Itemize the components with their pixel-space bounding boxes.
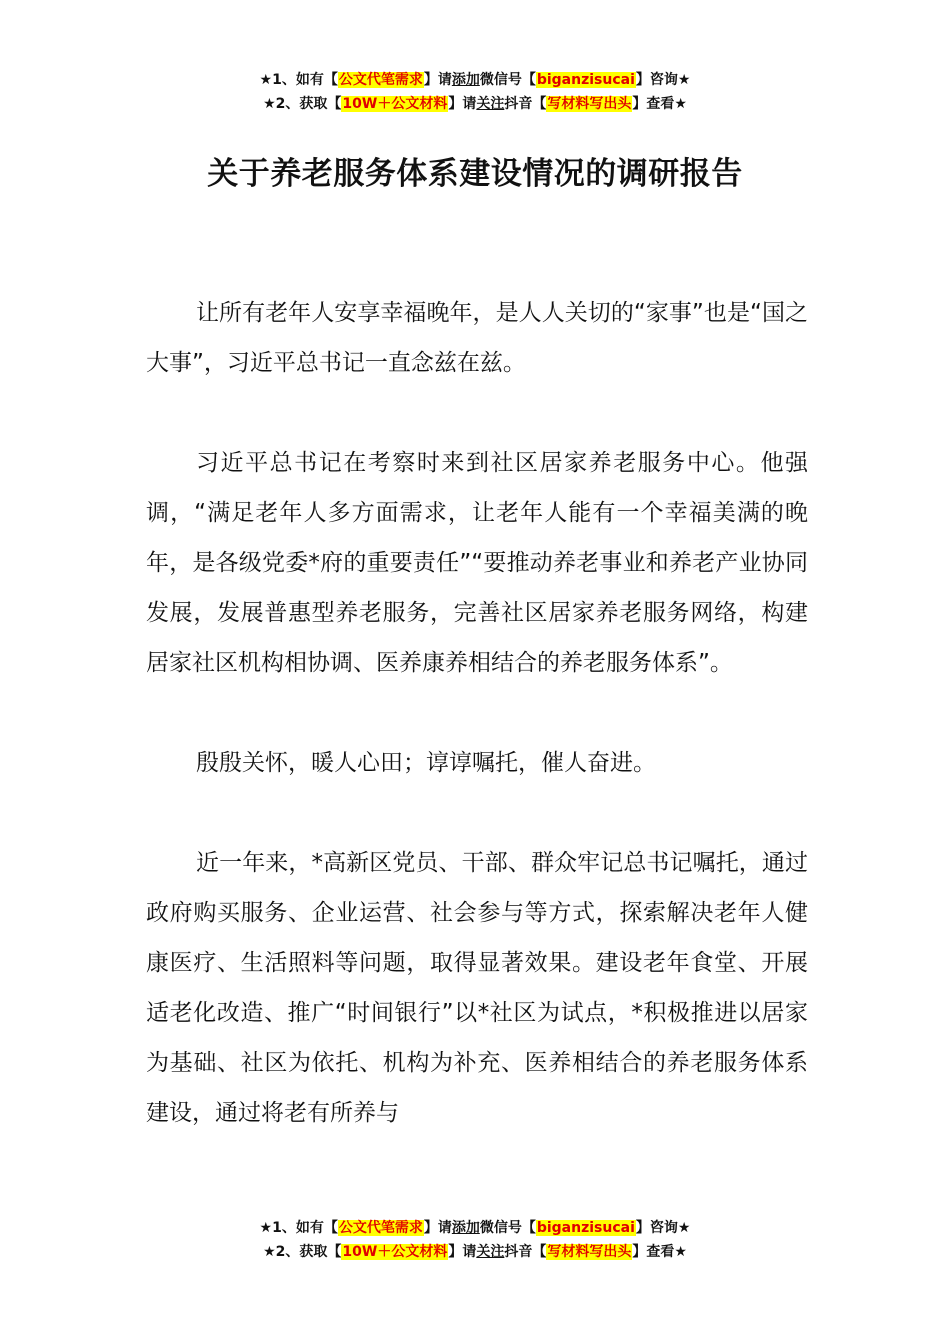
promo-text: 抖音【: [504, 96, 547, 112]
promo-text: ★1、如有【: [259, 1220, 338, 1236]
promo-text: 】查看★: [632, 96, 687, 112]
promo-underline: 添加: [451, 72, 480, 88]
document-title: 关于养老服务体系建设情况的调研报告: [207, 156, 743, 192]
promo-text: 】请: [423, 1220, 452, 1236]
document-body: [146, 288, 808, 1188]
promo-underline: 添加: [451, 1220, 480, 1236]
promo-underline: 关注: [476, 1244, 505, 1260]
promo-footer-bottom: [0, 1216, 950, 1264]
promo-text: 微信号【: [479, 1220, 536, 1236]
promo-text: 】请: [448, 96, 477, 112]
promo-header-top: [0, 68, 950, 116]
promo-wechat-id: biganzisucai: [536, 72, 635, 88]
promo-text: 】咨询★: [635, 72, 691, 88]
paragraph: 让所有老年人安享幸福晚年，是人人关切的“家事”也是“国之大事”，习近平总书记一直念兹在兹。: [146, 300, 808, 376]
paragraph: 习近平总书记在考察时来到社区居家养老服务中心。他强调，“满足老年人多方面需求，让老年人能有一个幸福美满的晚年，是各级党委*府的重要责任”“要推动养老事业和养老产业协同发展，发展普惠型养老服务，完善社区居家养老服务网络，构建居家社区机构相协调、医养康养相结合的养老服务体系”。: [146, 450, 808, 676]
promo-douyin-id: 写材料写出头: [547, 96, 632, 112]
promo-highlight: 公文代笔需求: [338, 72, 423, 88]
promo-line-2: [0, 1240, 950, 1264]
promo-text: 】请: [423, 72, 452, 88]
promo-underline: 关注: [476, 96, 505, 112]
promo-douyin-id: 写材料写出头: [547, 1244, 632, 1260]
paragraph: 近一年来，*高新区党员、干部、群众牢记总书记嘱托，通过政府购买服务、企业运营、社会参与等方式，探索解决老年人健康医疗、生活照料等问题，取得显著效果。建设老年食堂、开展适老化改造、推广“时间银行”以*社区为试点，*积极推进以居家为基础、社区为依托、机构为补充、医养相结合的养老服务体系建设，通过将老有所养与: [146, 850, 808, 1126]
promo-text: ★1、如有【: [259, 72, 338, 88]
promo-text: ★2、获取【: [263, 96, 342, 112]
promo-line-2: [0, 92, 950, 116]
paragraph: 殷殷关怀，暖人心田；谆谆嘱托，催人奋进。: [196, 750, 656, 776]
promo-text: 】咨询★: [635, 1220, 691, 1236]
promo-line-1: [0, 68, 950, 92]
promo-text: 抖音【: [504, 1244, 547, 1260]
promo-text: 微信号【: [479, 72, 536, 88]
promo-highlight: 10W＋公文材料: [342, 96, 448, 112]
promo-highlight: 10W＋公文材料: [342, 1244, 448, 1260]
promo-wechat-id: biganzisucai: [536, 1220, 635, 1236]
promo-text: 】请: [448, 1244, 477, 1260]
promo-text: ★2、获取【: [263, 1244, 342, 1260]
promo-line-1: [0, 1216, 950, 1240]
promo-text: 】查看★: [632, 1244, 687, 1260]
promo-highlight: 公文代笔需求: [338, 1220, 423, 1236]
